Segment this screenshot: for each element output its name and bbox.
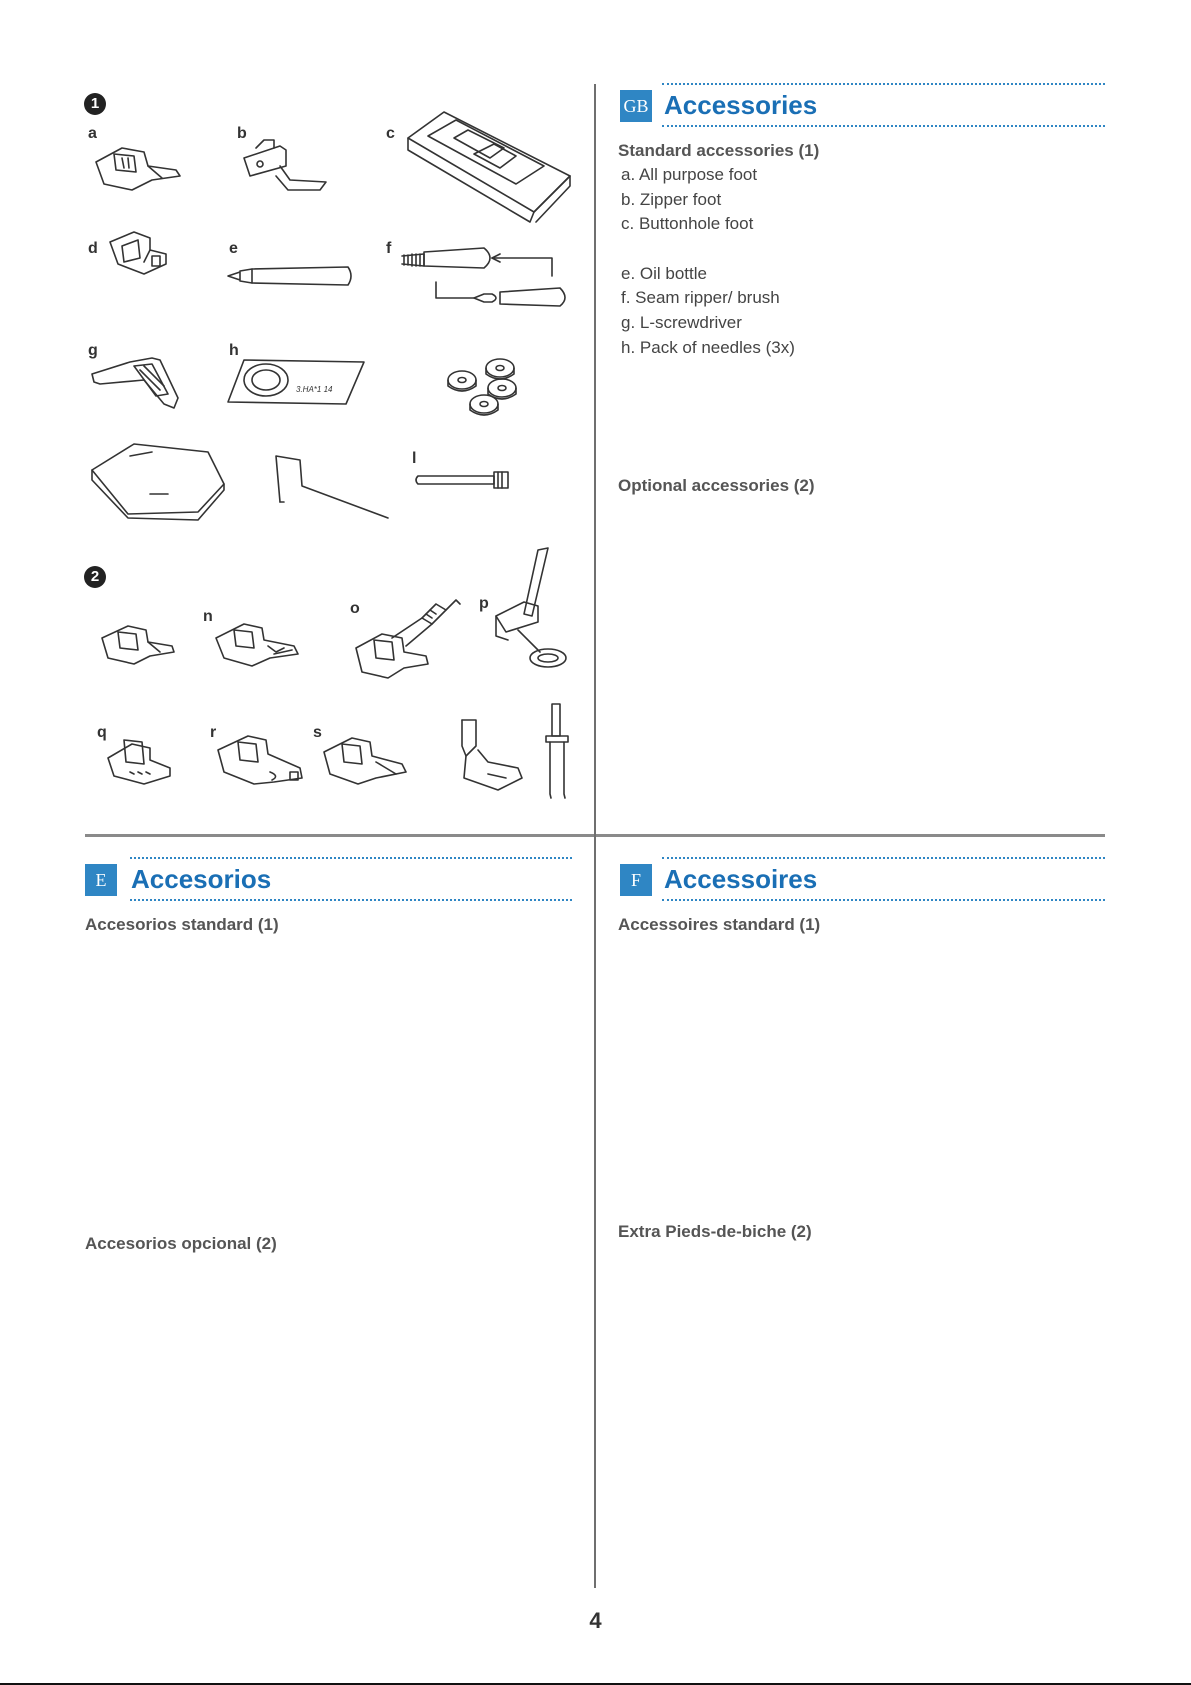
label-c: c [386, 125, 395, 142]
label-g: g [88, 342, 98, 359]
label-a: a [88, 125, 97, 142]
section-1-number: 1 [84, 93, 106, 115]
gb-item-g: g. L-screwdriver [621, 313, 742, 333]
foot-p-illustration [488, 546, 570, 672]
spool-pin-illustration [414, 468, 512, 492]
buttonhole-foot-illustration [404, 108, 574, 223]
fr-optional-heading: Extra Pieds-de-biche (2) [618, 1222, 812, 1241]
foot-r-illustration [214, 730, 310, 788]
es-title: Accesorios [131, 864, 272, 894]
es-optional-heading: Accesorios opcional (2) [85, 1234, 277, 1253]
foot-o-illustration [352, 594, 464, 686]
foot-d-illustration [104, 228, 174, 280]
gb-item-a: a. All purpose foot [621, 165, 758, 184]
gb-optional-heading: Optional accessories (2) [618, 476, 815, 495]
extension-plate-illustration [88, 440, 228, 518]
es-standard-heading: Accesorios standard (1) [85, 915, 279, 934]
foot-n-illustration [212, 618, 304, 670]
fr-title: Accessoires [664, 864, 818, 894]
all-purpose-foot-illustration [92, 140, 184, 195]
oil-bottle-illustration [226, 264, 356, 288]
gb-item-h: h. Pack of needles (3x) [621, 337, 795, 357]
gb-title: Accessories [664, 90, 818, 120]
label-f: f [386, 240, 392, 257]
foot-q-illustration [104, 734, 176, 788]
row-divider-right [596, 834, 1105, 837]
gb-item-e: e. Oil bottle [621, 263, 707, 283]
needle-pack-illustration [226, 358, 366, 406]
label-r: r [210, 724, 217, 741]
seam-guide-rod-illustration [272, 452, 392, 522]
fr-language-badge: F [620, 864, 652, 896]
gb-item-blank [621, 237, 795, 262]
fr-dotted-rule-top [662, 857, 1105, 859]
section-2-number: 2 [84, 566, 106, 588]
label-b: b [237, 125, 247, 142]
fr-dotted-rule-bottom [662, 899, 1105, 901]
fr-standard-heading: Accessoires standard (1) [618, 915, 821, 934]
es-language-badge: E [85, 864, 117, 896]
gb-standard-heading: Standard accessories (1) [618, 141, 820, 160]
label-p: p [479, 595, 489, 612]
label-h: h [229, 342, 239, 359]
bobbins-illustration [444, 354, 520, 422]
label-n: n [203, 608, 213, 625]
gb-item-c: c. Buttonhole foot [621, 214, 754, 234]
seam-ripper-brush-illustration [400, 244, 572, 308]
label-o: o [350, 600, 360, 617]
label-d: d [88, 240, 98, 257]
foot-bracket-illustration [458, 716, 526, 792]
gb-item-b: b. Zipper foot [621, 189, 722, 209]
foot-s-illustration [320, 730, 410, 788]
row-divider-left [85, 834, 594, 837]
label-q: q [97, 724, 107, 741]
es-dotted-rule-top [130, 857, 572, 859]
foot-m-illustration [98, 620, 178, 668]
page-number: 4 [589, 1608, 602, 1633]
gb-standard-list [621, 163, 795, 361]
needle-pack-text: 3.HA*1 14 [296, 385, 333, 394]
gb-language-badge: GB [620, 90, 652, 122]
label-s: s [313, 724, 322, 741]
es-dotted-rule-bottom [130, 899, 572, 901]
zipper-foot-illustration [240, 136, 332, 196]
twin-needle-illustration [538, 702, 578, 800]
label-e: e [229, 240, 238, 257]
gb-item-f: f. Seam ripper/ brush [621, 288, 780, 308]
l-screwdriver-illustration [90, 354, 188, 410]
gb-dotted-rule-bottom [662, 125, 1105, 127]
gb-dotted-rule-top [662, 83, 1105, 85]
label-l: l [412, 450, 417, 467]
